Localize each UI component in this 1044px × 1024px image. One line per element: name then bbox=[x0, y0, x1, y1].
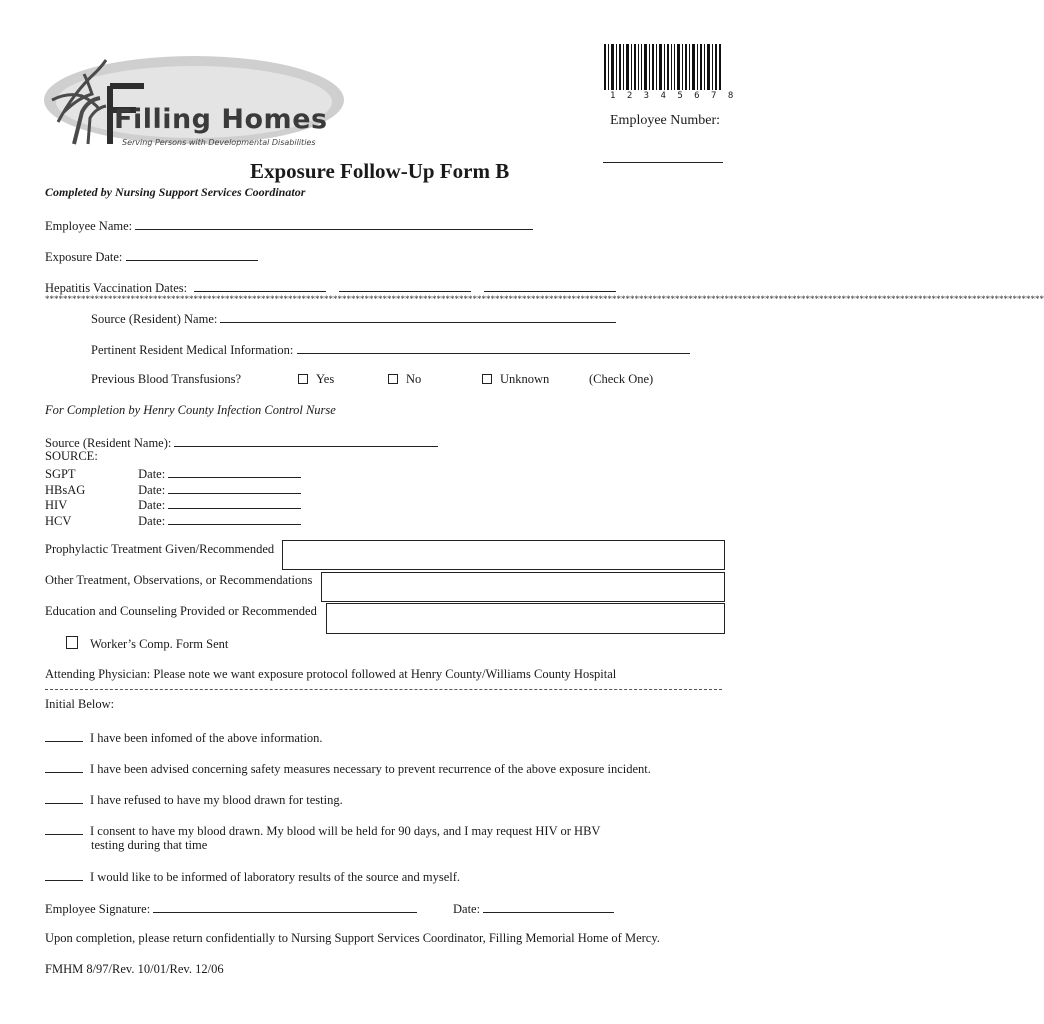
page-title: Exposure Follow-Up Form B bbox=[250, 159, 510, 183]
statement-row bbox=[45, 729, 323, 746]
statement-row bbox=[45, 791, 343, 808]
employee-number-label: Employee Number: bbox=[610, 113, 721, 128]
unknown-label: Unknown bbox=[500, 372, 550, 386]
workers-comp-checkbox[interactable] bbox=[66, 636, 78, 649]
logo-tagline: Serving Persons with Developmental Disabilities bbox=[122, 138, 316, 147]
initial-below-label: Initial Below: bbox=[45, 697, 115, 711]
hep-vacc-date-3[interactable] bbox=[484, 279, 616, 292]
barcode-bars bbox=[604, 44, 722, 90]
initial-field[interactable] bbox=[45, 822, 83, 835]
initial-field[interactable] bbox=[45, 760, 83, 773]
employee-name-label: Employee Name: bbox=[45, 219, 133, 233]
other-treatment-box[interactable] bbox=[321, 572, 725, 602]
test-date-label: Date: bbox=[138, 467, 166, 481]
signature-date-field[interactable] bbox=[483, 900, 614, 913]
test-date-field[interactable] bbox=[168, 465, 301, 478]
test-date-field[interactable] bbox=[168, 481, 301, 494]
source-label: SOURCE: bbox=[45, 449, 98, 463]
prophylactic-box[interactable] bbox=[282, 540, 725, 570]
source-resident-label: Source (Resident) Name: bbox=[91, 312, 218, 326]
education-box[interactable] bbox=[326, 603, 725, 634]
logo-name: Filling Homes bbox=[114, 104, 328, 135]
test-name: HCV bbox=[45, 514, 72, 528]
education-label: Education and Counseling Provided or Recommended bbox=[45, 604, 317, 618]
barcode-digits: 1 2 3 4 5 6 7 8 bbox=[610, 91, 737, 101]
statement-text: I have been infomed of the above information. bbox=[90, 731, 323, 745]
signature-label: Employee Signature: bbox=[45, 902, 151, 916]
dashed-divider bbox=[45, 689, 722, 690]
statement-row bbox=[45, 760, 651, 777]
pertinent-label: Pertinent Resident Medical Information: bbox=[91, 343, 294, 357]
statement-text: I have refused to have my blood drawn for testing. bbox=[90, 793, 343, 807]
test-name: HBsAG bbox=[45, 483, 86, 497]
hep-vacc-label: Hepatitis Vaccination Dates: bbox=[45, 281, 188, 295]
statement-continuation: testing during that time bbox=[91, 838, 208, 852]
exposure-date-row bbox=[45, 248, 258, 265]
asterisk-divider: ****************************************************************************************************************************************************************************************************************************** bbox=[45, 294, 1044, 304]
test-date-label: Date: bbox=[138, 498, 166, 512]
pertinent-row bbox=[91, 341, 690, 358]
unknown-checkbox[interactable] bbox=[482, 374, 492, 384]
yes-label: Yes bbox=[316, 372, 335, 386]
section2-heading: For Completion by Henry County Infection Control Nurse bbox=[45, 403, 336, 417]
barcode bbox=[604, 44, 737, 104]
initial-field[interactable] bbox=[45, 729, 83, 742]
option-yes[interactable] bbox=[298, 372, 334, 387]
hep-vacc-date-1[interactable] bbox=[194, 279, 326, 292]
source-resident-name-label: Source (Resident Name): bbox=[45, 436, 172, 450]
statement-text: I have been advised concerning safety measures necessary to prevent recurrence of the above exposure incident. bbox=[90, 762, 651, 776]
no-label: No bbox=[406, 372, 422, 386]
other-treatment-label: Other Treatment, Observations, or Recommendations bbox=[45, 573, 313, 587]
logo-graphic bbox=[44, 52, 349, 152]
initial-field[interactable] bbox=[45, 868, 83, 881]
attending-physician-note: Attending Physician: Please note we want exposure protocol followed at Henry County/Williams County Hospital bbox=[45, 667, 617, 681]
workers-comp-row[interactable] bbox=[66, 636, 228, 652]
test-row bbox=[45, 496, 301, 513]
workers-comp-label: Worker’s Comp. Form Sent bbox=[90, 637, 229, 651]
statement-text: I would like to be informed of laboratory results of the source and myself. bbox=[90, 870, 461, 884]
signature-field[interactable] bbox=[153, 900, 417, 913]
return-note: Upon completion, please return confidentially to Nursing Support Services Coordinator, Filling Memorial Home of Mercy. bbox=[45, 931, 660, 945]
test-row bbox=[45, 465, 301, 482]
employee-name-row bbox=[45, 217, 533, 234]
prev-blood-label: Previous Blood Transfusions? bbox=[91, 372, 242, 386]
no-checkbox[interactable] bbox=[388, 374, 398, 384]
revision-code: FMHM 8/97/Rev. 10/01/Rev. 12/06 bbox=[45, 962, 224, 976]
source-resident-field[interactable] bbox=[220, 310, 616, 323]
test-date-field[interactable] bbox=[168, 512, 301, 525]
statement-text: I consent to have my blood drawn. My blood will be held for 90 days, and I may request HIV or HBV bbox=[90, 824, 601, 838]
option-no[interactable] bbox=[388, 372, 421, 387]
prophylactic-label: Prophylactic Treatment Given/Recommended bbox=[45, 542, 275, 556]
pertinent-field[interactable] bbox=[297, 341, 690, 354]
test-name: SGPT bbox=[45, 467, 76, 481]
test-date-label: Date: bbox=[138, 514, 166, 528]
signature-row bbox=[45, 900, 417, 917]
source-resident-name-row bbox=[45, 434, 438, 451]
initial-field[interactable] bbox=[45, 791, 83, 804]
yes-checkbox[interactable] bbox=[298, 374, 308, 384]
hep-vacc-date-2[interactable] bbox=[339, 279, 471, 292]
exposure-date-field[interactable] bbox=[126, 248, 258, 261]
statement-row bbox=[45, 822, 600, 839]
test-name: HIV bbox=[45, 498, 68, 512]
exposure-date-label: Exposure Date: bbox=[45, 250, 123, 264]
employee-number-line[interactable] bbox=[603, 162, 723, 163]
source-resident-name-field[interactable] bbox=[174, 434, 438, 447]
signature-date-row bbox=[453, 900, 614, 917]
source-resident-row bbox=[91, 310, 616, 327]
logo bbox=[44, 52, 349, 152]
test-date-field[interactable] bbox=[168, 496, 301, 509]
option-unknown[interactable] bbox=[482, 372, 549, 387]
test-date-label: Date: bbox=[138, 483, 166, 497]
employee-name-field[interactable] bbox=[135, 217, 533, 230]
subtitle: Completed by Nursing Support Services Coordinator bbox=[45, 185, 306, 199]
statement-row bbox=[45, 868, 460, 885]
test-row bbox=[45, 512, 301, 529]
check-one-note: (Check One) bbox=[589, 372, 654, 386]
signature-date-label: Date: bbox=[453, 902, 481, 916]
